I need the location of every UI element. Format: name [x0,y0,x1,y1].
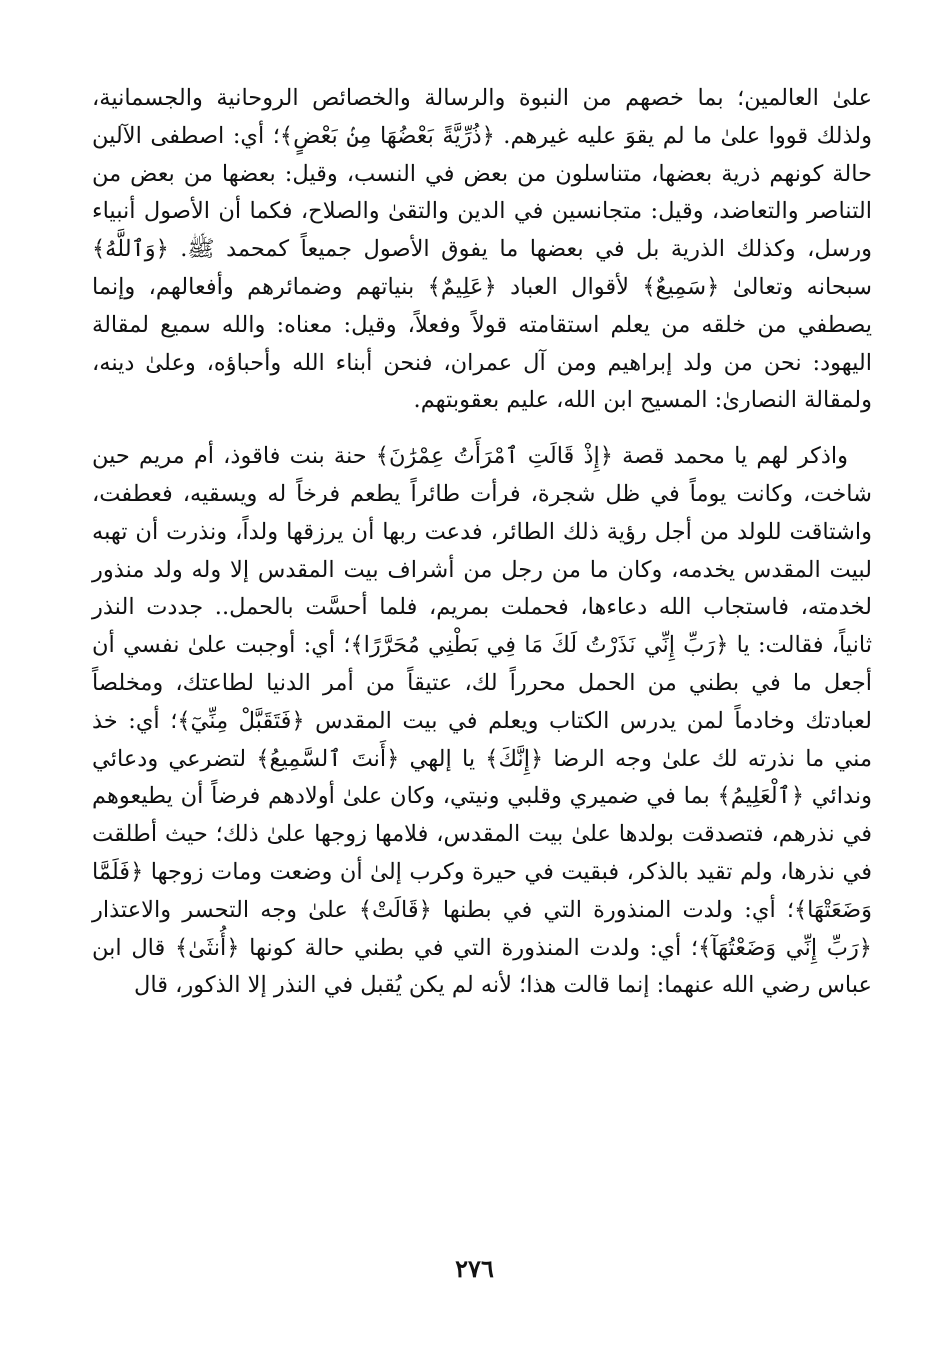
page-body [92,80,872,1005]
paragraph-1: علىٰ العالمين؛ بما خصهم من النبوة والرسالة والخصائص الروحانية والجسمانية، ولذلك قووا علىٰ ما لم يقوَ عليه غيرهم. ﴿ذُرِّيَّةً بَعْضُهَا مِنۢ بَعْضٍ﴾؛ أي: اصطفى الآلين حالة كونهم ذرية بعضها، متناسلون من بعض في النسب، وقيل: بعضها من بعض من التناصر والتعاضد، وقيل: متجانسين في الدين والتقىٰ والصلاح، فكما أن الأصول أنبياء ورسل، وكذلك الذرية بل في بعضها ما يفوق الأصول جميعاً كمحمد ﷺ. ﴿وَٱللَّهُ﴾ سبحانه وتعالىٰ ﴿سَمِيعٌ﴾ لأقوال العباد ﴿عَلِيمٌ﴾ بنياتهم وضمائرهم وأفعالهم، وإنما يصطفي من خلقه من يعلم استقامته قولاً وفعلاً، وقيل: معناه: والله سميع لمقالة اليهود: نحن من ولد إبراهيم ومن آل عمران، فنحن أبناء الله وأحباؤه، وعلىٰ دينه، ولمقالة النصارىٰ: المسيح ابن الله، عليم بعقوبتهم. [92,85,872,414]
paragraph-2: واذكر لهم يا محمد قصة ﴿إِذْ قَالَتِ ٱمْرَأَتُ عِمْرَٰنَ﴾ حنة بنت فاقوذ، أم مريم حين شاخت، وكانت يوماً في ظل شجرة، فرأت طائراً يطعم فرخاً له ويسقيه، فعطفت، واشتاقت للولد من أجل رؤية ذلك الطائر، فدعت ربها أن يرزقها ولداً، ونذرت أن تهبه لبيت المقدس يخدمه، وكان ما من رجل من أشراف بيت المقدس إلا وله ولد منذور لخدمته، فاستجاب الله دعاءها، فحملت بمريم، فلما أحسَّت بالحمل.. جددت النذر ثانياً، فقالت: يا ﴿رَبِّ إِنِّي نَذَرْتُ لَكَ مَا فِي بَطْنِي مُحَرَّرًا﴾؛ أي: أوجبت علىٰ نفسي أن أجعل ما في بطني من الحمل محرراً لك، عتيقاً من أمر الدنيا لطاعتك، ومخلصاً لعبادتك وخادماً لمن يدرس الكتاب ويعلم في بيت المقدس ﴿فَتَقَبَّلْ مِنِّيٓ﴾؛ أي: خذ مني ما نذرته لك علىٰ وجه الرضا ﴿إِنَّكَ﴾ يا إلهي ﴿أَنتَ ٱلسَّمِيعُ﴾ لتضرعي ودعائي وندائي ﴿ٱلْعَلِيمُ﴾ بما في ضميري وقلبي ونيتي، وكان علىٰ أولادهم فرضاً أن يطيعوهم في نذرهم، فتصدقت بولدها علىٰ بيت المقدس، فلامها زوجها علىٰ ذلك؛ حيث أطلقت في نذرها، ولم تقيد بالذكر، فبقيت في حيرة وكرب إلىٰ أن وضعت ومات زوجها ﴿فَلَمَّا وَضَعَتْهَا﴾؛ أي: ولدت المنذورة التي في بطنها ﴿قَالَتْ﴾ علىٰ وجه التحسر والاعتذار ﴿رَبِّ إِنِّي وَضَعْتُهَآ﴾؛ أي: ولدت المنذورة التي في بطني حالة كونها ﴿أُنثَىٰ﴾ قال ابن عباس رضي الله عنهما: إنما قالت هذا؛ لأنه لم يكن يُقبل في النذر إلا الذكور، قال [92,443,872,999]
page-number: ٢٧٦ [455,1254,494,1283]
